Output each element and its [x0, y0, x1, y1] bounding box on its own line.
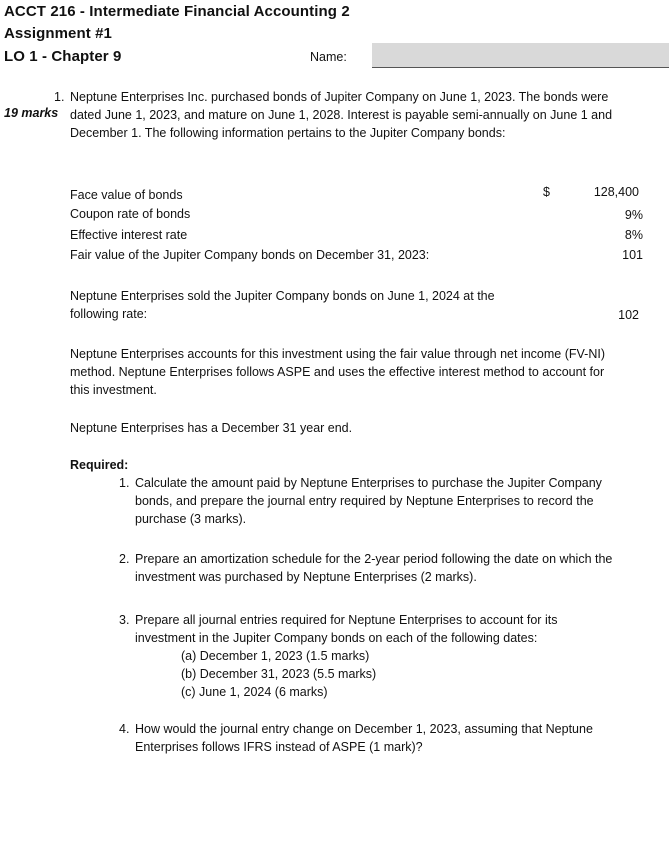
fact-label: Face value of bonds — [70, 188, 183, 202]
fact-value: 128,400 — [593, 185, 639, 199]
required-item-2 — [119, 550, 135, 568]
sale-line: Neptune Enterprises sold the Jupiter Company bonds on June 1, 2024 at the — [70, 289, 495, 303]
year-end-text: Neptune Enterprises has a December 31 year end. — [70, 421, 353, 435]
item-line: Prepare all journal entries required for Neptune Enterprises to account for its — [135, 613, 558, 627]
fact-value: 101 — [622, 248, 643, 262]
name-input-field[interactable] — [372, 43, 669, 68]
sale-value: 102 — [618, 308, 639, 322]
method-line: this investment. — [70, 383, 157, 397]
method-line: method. Neptune Enterprises follows ASPE and uses the effective interest method to account for — [70, 365, 605, 379]
question-intro — [70, 88, 612, 142]
sub-item: (b) December 31, 2023 (5.5 marks) — [181, 667, 377, 681]
fact-value: 8% — [624, 228, 643, 242]
required-item-1 — [119, 474, 135, 492]
fact-label: Effective interest rate — [70, 228, 188, 242]
required-item-2-text — [135, 550, 612, 586]
required-item-4 — [119, 720, 135, 738]
sale-line: following rate: — [70, 307, 148, 321]
required-item-1-text — [135, 474, 602, 528]
item-line: Enterprises follows IFRS instead of ASPE (1 mark)? — [135, 740, 423, 754]
intro-line: Neptune Enterprises Inc. purchased bonds of Jupiter Company on June 1, 2023. The bonds were — [70, 90, 609, 104]
fact-label: Coupon rate of bonds — [70, 207, 191, 221]
required-item-3 — [119, 611, 135, 629]
item-number: 3. — [119, 613, 130, 627]
item-number: 2. — [119, 552, 130, 566]
name-label: Name: — [310, 50, 347, 64]
sub-item: (a) December 1, 2023 (1.5 marks) — [181, 649, 370, 663]
intro-line: December 1. The following information pertains to the Jupiter Company bonds: — [70, 126, 506, 140]
item-number: 4. — [119, 722, 130, 736]
item-line: Calculate the amount paid by Neptune Enterprises to purchase the Jupiter Company — [135, 476, 602, 490]
item-line: How would the journal entry change on December 1, 2023, assuming that Neptune — [135, 722, 593, 736]
required-heading: Required: — [70, 458, 129, 472]
question-number: 1. — [54, 90, 65, 104]
fact-value: 9% — [624, 208, 643, 222]
item-line: purchase (3 marks). — [135, 512, 247, 526]
intro-line: dated June 1, 2023, and mature on June 1, 2028. Interest is payable semi-annually on June 1 and — [70, 108, 613, 122]
required-item-4-text — [135, 720, 593, 756]
currency-symbol: $ — [543, 185, 550, 199]
item-number: 1. — [119, 476, 130, 490]
sub-item: (c) June 1, 2024 (6 marks) — [181, 685, 328, 699]
item-line: investment in the Jupiter Company bonds on each of the following dates: — [135, 631, 538, 645]
sale-text — [70, 287, 495, 323]
method-line: Neptune Enterprises accounts for this investment using the fair value through net income (FV-NI) — [70, 347, 605, 361]
assignment-title: Assignment #1 — [4, 25, 112, 42]
item-line: investment was purchased by Neptune Enterprises (2 marks). — [135, 570, 477, 584]
marks-label: 19 marks — [4, 106, 59, 120]
item-line: bonds, and prepare the journal entry required by Neptune Enterprises to record the — [135, 494, 594, 508]
required-item-3-text — [135, 611, 557, 647]
required-item-3-sub — [181, 647, 376, 701]
item-line: Prepare an amortization schedule for the 2-year period following the date on which the — [135, 552, 613, 566]
method-text — [70, 345, 605, 399]
fact-label: Fair value of the Jupiter Company bonds on December 31, 2023: — [70, 248, 430, 262]
course-title: ACCT 216 - Intermediate Financial Accounting 2 — [4, 3, 350, 20]
chapter-title: LO 1 - Chapter 9 — [4, 48, 122, 65]
